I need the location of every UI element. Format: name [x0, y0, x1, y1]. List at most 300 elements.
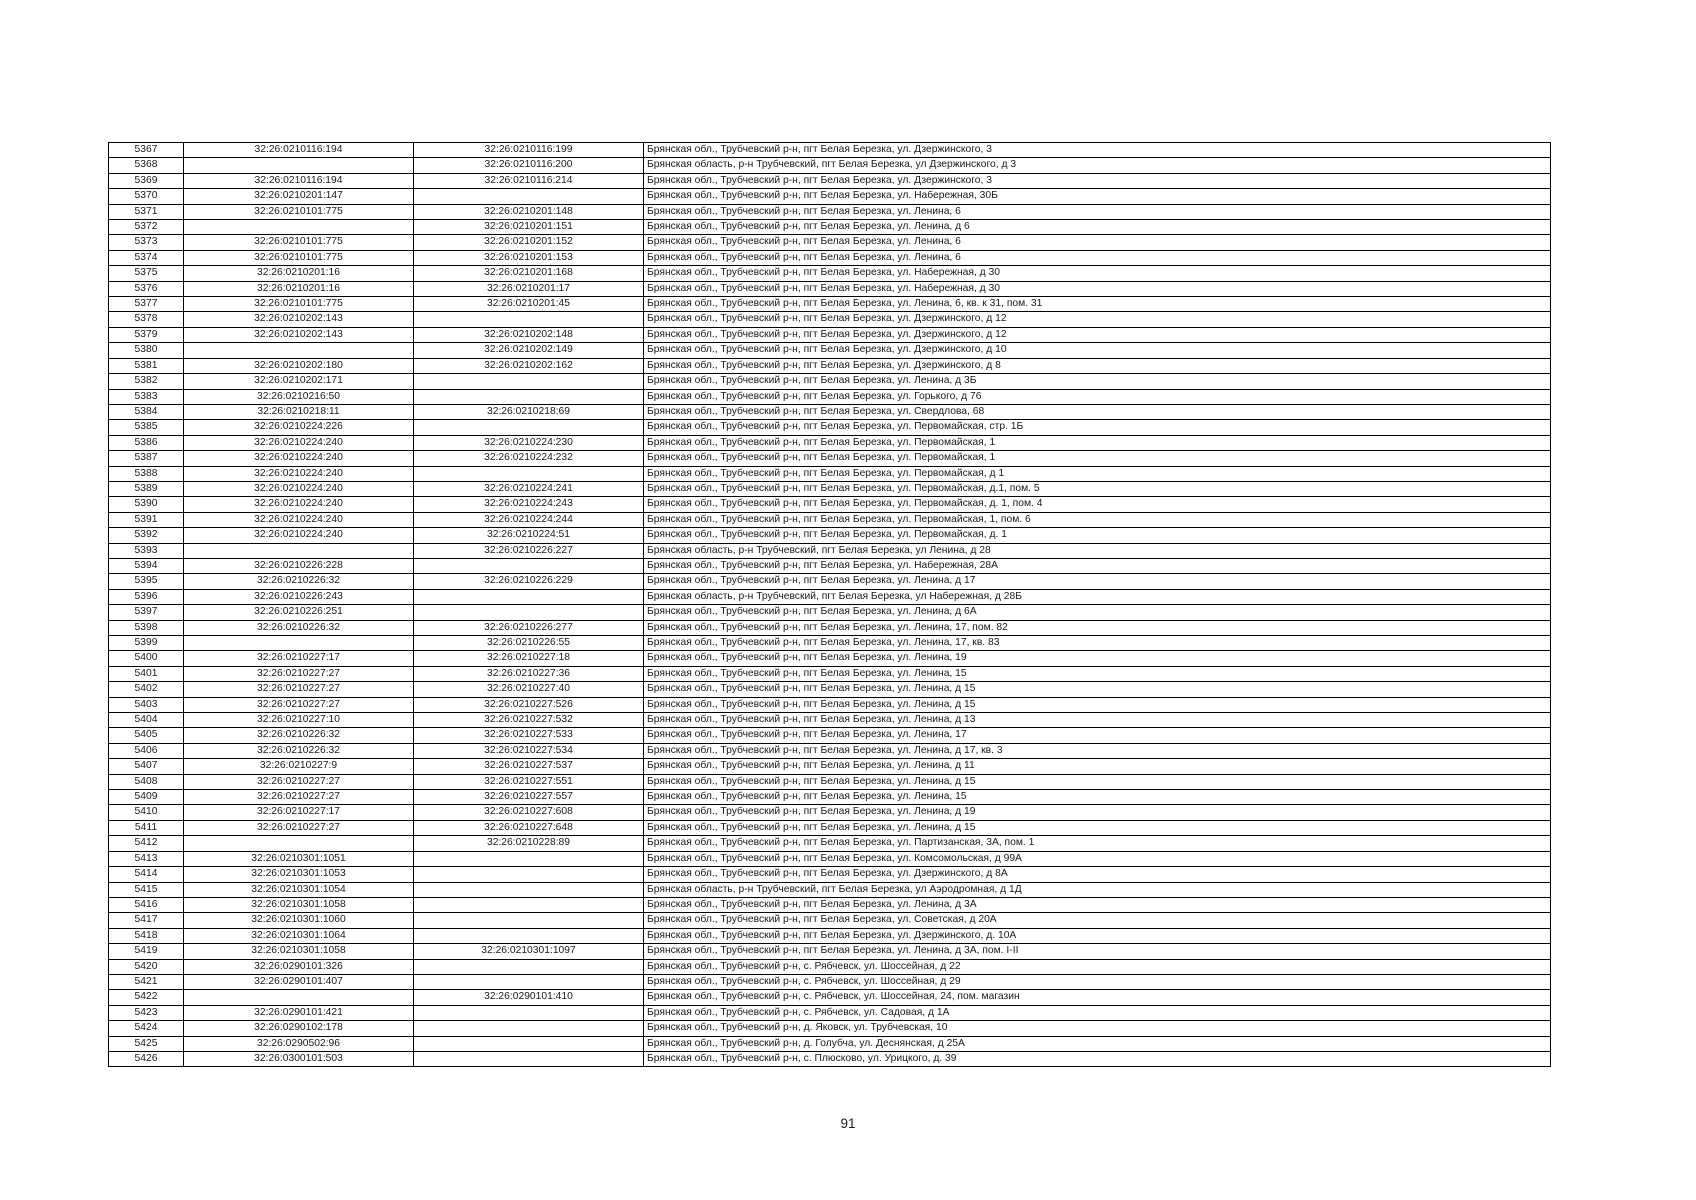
row-number-cell: 5425	[109, 1036, 184, 1051]
table-row	[109, 651, 1551, 666]
parcel-number-cell: 32:26:0210226:32	[184, 728, 414, 743]
table-row	[109, 589, 1551, 604]
parcel-number-cell: 32:26:0210101:775	[184, 204, 414, 219]
address-cell: Брянская обл., Трубчевский р-н, пгт Белая Березка, ул. Ленина, 17, пом. 82	[644, 620, 1551, 635]
row-number-cell: 5407	[109, 759, 184, 774]
object-number-cell: 32:26:0210201:45	[414, 297, 644, 312]
parcel-number-cell	[184, 543, 414, 558]
row-number-cell: 5378	[109, 312, 184, 327]
address-cell: Брянская обл., Трубчевский р-н, пгт Белая Березка, ул. Ленина, 17, кв. 83	[644, 636, 1551, 651]
table-row	[109, 497, 1551, 512]
row-number-cell: 5371	[109, 204, 184, 219]
address-cell: Брянская обл., Трубчевский р-н, пгт Белая Березка, ул. Ленина, 17	[644, 728, 1551, 743]
row-number-cell: 5392	[109, 528, 184, 543]
object-number-cell: 32:26:0210202:162	[414, 358, 644, 373]
row-number-cell: 5423	[109, 1005, 184, 1020]
address-cell: Брянская обл., Трубчевский р-н, пгт Белая Березка, ул. Ленина, 6	[644, 204, 1551, 219]
table-row	[109, 235, 1551, 250]
parcel-number-cell: 32:26:0210227:27	[184, 682, 414, 697]
row-number-cell: 5395	[109, 574, 184, 589]
object-number-cell: 32:26:0210228:89	[414, 836, 644, 851]
address-cell: Брянская обл., Трубчевский р-н, пгт Белая Березка, ул. Ленина, д 11	[644, 759, 1551, 774]
object-number-cell	[414, 974, 644, 989]
parcel-number-cell: 32:26:0210201:16	[184, 281, 414, 296]
object-number-cell	[414, 1036, 644, 1051]
parcel-number-cell: 32:26:0210224:240	[184, 481, 414, 496]
table-row	[109, 189, 1551, 204]
page-number: 91	[840, 1116, 856, 1131]
table-row	[109, 974, 1551, 989]
table-row	[109, 759, 1551, 774]
address-cell: Брянская обл., Трубчевский р-н, с. Плюсково, ул. Урицкого, д. 39	[644, 1051, 1551, 1066]
address-cell: Брянская обл., Трубчевский р-н, пгт Белая Березка, ул. Ленина, 19	[644, 651, 1551, 666]
parcel-number-cell: 32:26:0210301:1054	[184, 882, 414, 897]
row-number-cell: 5393	[109, 543, 184, 558]
row-number-cell: 5394	[109, 558, 184, 573]
parcel-number-cell: 32:26:0210226:251	[184, 605, 414, 620]
table-row	[109, 389, 1551, 404]
row-number-cell: 5409	[109, 790, 184, 805]
address-cell: Брянская обл., Трубчевский р-н, пгт Белая Березка, ул. Ленина, д 15	[644, 774, 1551, 789]
table-row	[109, 728, 1551, 743]
row-number-cell: 5420	[109, 959, 184, 974]
object-number-cell: 32:26:0210224:230	[414, 435, 644, 450]
row-number-cell: 5422	[109, 990, 184, 1005]
object-number-cell: 32:26:0210227:40	[414, 682, 644, 697]
object-number-cell: 32:26:0210227:18	[414, 651, 644, 666]
table-row	[109, 297, 1551, 312]
address-cell: Брянская область, р-н Трубчевский, пгт Белая Березка, ул Дзержинского, д 3	[644, 158, 1551, 173]
object-number-cell: 32:26:0210226:227	[414, 543, 644, 558]
parcel-number-cell: 32:26:0210224:240	[184, 466, 414, 481]
table-row	[109, 404, 1551, 419]
address-cell: Брянская область, р-н Трубчевский, пгт Белая Березка, ул Ленина, д 28	[644, 543, 1551, 558]
table-row	[109, 636, 1551, 651]
address-cell: Брянская обл., Трубчевский р-н, пгт Белая Березка, ул. Дзержинского, 3	[644, 143, 1551, 158]
address-cell: Брянская обл., Трубчевский р-н, с. Рябчевск, ул. Шоссейная, д 22	[644, 959, 1551, 974]
parcel-number-cell: 32:26:0290101:421	[184, 1005, 414, 1020]
address-cell: Брянская обл., Трубчевский р-н, пгт Белая Березка, ул. Первомайская, д 1	[644, 466, 1551, 481]
address-cell: Брянская обл., Трубчевский р-н, пгт Белая Березка, ул. Набережная, д 30	[644, 281, 1551, 296]
row-number-cell: 5373	[109, 235, 184, 250]
table-row	[109, 158, 1551, 173]
address-cell: Брянская обл., Трубчевский р-н, пгт Белая Березка, ул. Набережная, д 30	[644, 266, 1551, 281]
table-row	[109, 897, 1551, 912]
object-number-cell: 32:26:0210227:36	[414, 666, 644, 681]
table-row	[109, 928, 1551, 943]
row-number-cell: 5403	[109, 697, 184, 712]
address-cell: Брянская обл., Трубчевский р-н, с. Рябчевск, ул. Шоссейная, д 29	[644, 974, 1551, 989]
row-number-cell: 5402	[109, 682, 184, 697]
parcel-number-cell: 32:26:0210227:17	[184, 805, 414, 820]
object-number-cell: 32:26:0210116:200	[414, 158, 644, 173]
address-cell: Брянская обл., Трубчевский р-н, пгт Белая Березка, ул. Ленина, д 3А, пом. I-II	[644, 944, 1551, 959]
row-number-cell: 5389	[109, 481, 184, 496]
address-cell: Брянская обл., Трубчевский р-н, пгт Белая Березка, ул. Ленина, д 19	[644, 805, 1551, 820]
row-number-cell: 5381	[109, 358, 184, 373]
object-number-cell: 32:26:0210226:277	[414, 620, 644, 635]
row-number-cell: 5377	[109, 297, 184, 312]
parcel-number-cell: 32:26:0210101:775	[184, 297, 414, 312]
parcel-number-cell	[184, 220, 414, 235]
parcel-number-cell: 32:26:0210227:9	[184, 759, 414, 774]
parcel-number-cell: 32:26:0210101:775	[184, 235, 414, 250]
address-cell: Брянская обл., Трубчевский р-н, д. Яковск, ул. Трубчевская, 10	[644, 1021, 1551, 1036]
address-cell: Брянская обл., Трубчевский р-н, пгт Белая Березка, ул. Дзержинского, д 8А	[644, 867, 1551, 882]
row-number-cell: 5421	[109, 974, 184, 989]
object-number-cell	[414, 420, 644, 435]
table-row	[109, 250, 1551, 265]
object-number-cell: 32:26:0210226:55	[414, 636, 644, 651]
parcel-number-cell: 32:26:0210226:32	[184, 620, 414, 635]
address-cell: Брянская обл., Трубчевский р-н, пгт Белая Березка, ул. Ленина, 15	[644, 666, 1551, 681]
parcel-number-cell: 32:26:0210202:143	[184, 312, 414, 327]
address-cell: Брянская обл., Трубчевский р-н, пгт Белая Березка, ул. Ленина, д 6А	[644, 605, 1551, 620]
parcel-number-cell: 32:26:0210301:1058	[184, 897, 414, 912]
object-number-cell: 32:26:0210301:1097	[414, 944, 644, 959]
row-number-cell: 5368	[109, 158, 184, 173]
object-number-cell	[414, 312, 644, 327]
row-number-cell: 5383	[109, 389, 184, 404]
table-row	[109, 882, 1551, 897]
table-row	[109, 374, 1551, 389]
object-number-cell	[414, 1051, 644, 1066]
table-row	[109, 312, 1551, 327]
address-cell: Брянская обл., Трубчевский р-н, пгт Белая Березка, ул. Первомайская, стр. 1Б	[644, 420, 1551, 435]
table-row	[109, 959, 1551, 974]
row-number-cell: 5424	[109, 1021, 184, 1036]
object-number-cell: 32:26:0210227:532	[414, 713, 644, 728]
parcel-number-cell: 32:26:0210226:32	[184, 743, 414, 758]
address-cell: Брянская обл., Трубчевский р-н, пгт Белая Березка, ул. Первомайская, д. 1	[644, 528, 1551, 543]
address-cell: Брянская обл., Трубчевский р-н, пгт Белая Березка, ул. Ленина, д 17	[644, 574, 1551, 589]
table-row	[109, 990, 1551, 1005]
address-cell: Брянская обл., Трубчевский р-н, пгт Белая Березка, ул. Набережная, 30Б	[644, 189, 1551, 204]
table-row	[109, 220, 1551, 235]
parcel-number-cell: 32:26:0210116:194	[184, 143, 414, 158]
table-row	[109, 851, 1551, 866]
address-cell: Брянская обл., Трубчевский р-н, пгт Белая Березка, ул. Ленина, д 3А	[644, 897, 1551, 912]
address-cell: Брянская обл., Трубчевский р-н, пгт Белая Березка, ул. Дзержинского, д 12	[644, 312, 1551, 327]
object-number-cell: 32:26:0210224:244	[414, 512, 644, 527]
object-number-cell: 32:26:0210201:153	[414, 250, 644, 265]
address-cell: Брянская обл., Трубчевский р-н, пгт Белая Березка, ул. Ленина, д 15	[644, 682, 1551, 697]
parcel-number-cell: 32:26:0210301:1058	[184, 944, 414, 959]
row-number-cell: 5404	[109, 713, 184, 728]
parcel-number-cell: 32:26:0210227:17	[184, 651, 414, 666]
parcel-number-cell: 32:26:0210227:10	[184, 713, 414, 728]
address-cell: Брянская обл., Трубчевский р-н, пгт Белая Березка, ул. Дзержинского, д 10	[644, 343, 1551, 358]
table-row	[109, 281, 1551, 296]
table-row	[109, 204, 1551, 219]
table-row	[109, 1036, 1551, 1051]
address-cell: Брянская обл., Трубчевский р-н, с. Рябчевск, ул. Садовая, д 1А	[644, 1005, 1551, 1020]
row-number-cell: 5411	[109, 820, 184, 835]
object-number-cell: 32:26:0210201:168	[414, 266, 644, 281]
registry-table	[108, 142, 1551, 1067]
parcel-number-cell: 32:26:0210227:27	[184, 774, 414, 789]
table-row	[109, 558, 1551, 573]
row-number-cell: 5375	[109, 266, 184, 281]
object-number-cell	[414, 882, 644, 897]
parcel-number-cell: 32:26:0210202:180	[184, 358, 414, 373]
address-cell: Брянская обл., Трубчевский р-н, пгт Белая Березка, ул. Горького, д 76	[644, 389, 1551, 404]
table-row	[109, 143, 1551, 158]
parcel-number-cell: 32:26:0210301:1051	[184, 851, 414, 866]
object-number-cell	[414, 959, 644, 974]
table-row	[109, 605, 1551, 620]
table-row	[109, 512, 1551, 527]
parcel-number-cell: 32:26:0210301:1053	[184, 867, 414, 882]
parcel-number-cell: 32:26:0210116:194	[184, 173, 414, 188]
parcel-number-cell: 32:26:0210227:27	[184, 790, 414, 805]
address-cell: Брянская обл., Трубчевский р-н, пгт Белая Березка, ул. Ленина, д 15	[644, 820, 1551, 835]
object-number-cell	[414, 605, 644, 620]
parcel-number-cell: 32:26:0210224:240	[184, 512, 414, 527]
table-row	[109, 358, 1551, 373]
row-number-cell: 5414	[109, 867, 184, 882]
object-number-cell: 32:26:0210226:229	[414, 574, 644, 589]
object-number-cell: 32:26:0210116:199	[414, 143, 644, 158]
row-number-cell: 5390	[109, 497, 184, 512]
parcel-number-cell: 32:26:0210226:228	[184, 558, 414, 573]
parcel-number-cell: 32:26:0210224:240	[184, 497, 414, 512]
address-cell: Брянская обл., Трубчевский р-н, пгт Белая Березка, ул. Дзержинского, д 8	[644, 358, 1551, 373]
object-number-cell	[414, 589, 644, 604]
object-number-cell: 32:26:0210202:148	[414, 327, 644, 342]
table-row	[109, 543, 1551, 558]
object-number-cell	[414, 1005, 644, 1020]
row-number-cell: 5369	[109, 173, 184, 188]
address-cell: Брянская обл., Трубчевский р-н, пгт Белая Березка, ул. Ленина, 6, кв. к 31, пом. 31	[644, 297, 1551, 312]
table-row	[109, 343, 1551, 358]
parcel-number-cell: 32:26:0290101:407	[184, 974, 414, 989]
parcel-number-cell: 32:26:0290101:326	[184, 959, 414, 974]
object-number-cell: 32:26:0290101:410	[414, 990, 644, 1005]
object-number-cell	[414, 867, 644, 882]
address-cell: Брянская обл., Трубчевский р-н, пгт Белая Березка, ул. Ленина, д 3Б	[644, 374, 1551, 389]
parcel-number-cell: 32:26:0210224:240	[184, 451, 414, 466]
address-cell: Брянская обл., Трубчевский р-н, с. Рябчевск, ул. Шоссейная, 24, пом. магазин	[644, 990, 1551, 1005]
table-row	[109, 867, 1551, 882]
table-row	[109, 713, 1551, 728]
table-row	[109, 805, 1551, 820]
object-number-cell: 32:26:0210116:214	[414, 173, 644, 188]
object-number-cell	[414, 466, 644, 481]
object-number-cell: 32:26:0210227:533	[414, 728, 644, 743]
object-number-cell	[414, 897, 644, 912]
row-number-cell: 5399	[109, 636, 184, 651]
table-row	[109, 266, 1551, 281]
table-row	[109, 836, 1551, 851]
table-row	[109, 466, 1551, 481]
parcel-number-cell: 32:26:0210226:32	[184, 574, 414, 589]
address-cell: Брянская обл., Трубчевский р-н, пгт Белая Березка, ул. Ленина, д 13	[644, 713, 1551, 728]
table-row	[109, 481, 1551, 496]
row-number-cell: 5418	[109, 928, 184, 943]
address-cell: Брянская область, р-н Трубчевский, пгт Белая Березка, ул Набережная, д 28Б	[644, 589, 1551, 604]
table-row	[109, 451, 1551, 466]
address-cell: Брянская обл., Трубчевский р-н, пгт Белая Березка, ул. Ленина, 6	[644, 235, 1551, 250]
parcel-number-cell: 32:26:0210224:226	[184, 420, 414, 435]
table-row	[109, 574, 1551, 589]
row-number-cell: 5384	[109, 404, 184, 419]
row-number-cell: 5385	[109, 420, 184, 435]
object-number-cell: 32:26:0210201:17	[414, 281, 644, 296]
object-number-cell: 32:26:0210202:149	[414, 343, 644, 358]
registry-table-body	[109, 143, 1551, 1067]
object-number-cell	[414, 389, 644, 404]
object-number-cell: 32:26:0210227:526	[414, 697, 644, 712]
object-number-cell: 32:26:0210218:69	[414, 404, 644, 419]
address-cell: Брянская обл., Трубчевский р-н, пгт Белая Березка, ул. Дзержинского, д 12	[644, 327, 1551, 342]
parcel-number-cell	[184, 158, 414, 173]
row-number-cell: 5387	[109, 451, 184, 466]
parcel-number-cell: 32:26:0210227:27	[184, 666, 414, 681]
table-row	[109, 774, 1551, 789]
address-cell: Брянская обл., Трубчевский р-н, пгт Белая Березка, ул. Партизанская, 3А, пом. 1	[644, 836, 1551, 851]
row-number-cell: 5417	[109, 913, 184, 928]
row-number-cell: 5380	[109, 343, 184, 358]
parcel-number-cell: 32:26:0210227:27	[184, 820, 414, 835]
parcel-number-cell	[184, 343, 414, 358]
object-number-cell	[414, 558, 644, 573]
row-number-cell: 5370	[109, 189, 184, 204]
address-cell: Брянская обл., Трубчевский р-н, пгт Белая Березка, ул. Первомайская, д. 1, пом. 4	[644, 497, 1551, 512]
object-number-cell: 32:26:0210224:241	[414, 481, 644, 496]
row-number-cell: 5405	[109, 728, 184, 743]
object-number-cell: 32:26:0210201:148	[414, 204, 644, 219]
parcel-number-cell: 32:26:0210201:147	[184, 189, 414, 204]
object-number-cell: 32:26:0210224:243	[414, 497, 644, 512]
address-cell: Брянская обл., Трубчевский р-н, пгт Белая Березка, ул. Дзержинского, 3	[644, 173, 1551, 188]
parcel-number-cell: 32:26:0210301:1064	[184, 928, 414, 943]
object-number-cell: 32:26:0210227:537	[414, 759, 644, 774]
address-cell: Брянская обл., Трубчевский р-н, пгт Белая Березка, ул. Первомайская, 1	[644, 451, 1551, 466]
parcel-number-cell: 32:26:0210201:16	[184, 266, 414, 281]
object-number-cell: 32:26:0210227:608	[414, 805, 644, 820]
table-row	[109, 1005, 1551, 1020]
object-number-cell: 32:26:0210227:534	[414, 743, 644, 758]
parcel-number-cell	[184, 836, 414, 851]
table-row	[109, 620, 1551, 635]
table-row	[109, 913, 1551, 928]
parcel-number-cell: 32:26:0210202:171	[184, 374, 414, 389]
row-number-cell: 5388	[109, 466, 184, 481]
table-row	[109, 420, 1551, 435]
object-number-cell	[414, 928, 644, 943]
table-row	[109, 666, 1551, 681]
object-number-cell: 32:26:0210227:648	[414, 820, 644, 835]
object-number-cell	[414, 913, 644, 928]
address-cell: Брянская обл., Трубчевский р-н, пгт Белая Березка, ул. Первомайская, 1, пом. 6	[644, 512, 1551, 527]
parcel-number-cell: 32:26:0210224:240	[184, 435, 414, 450]
address-cell: Брянская обл., Трубчевский р-н, пгт Белая Березка, ул. Комсомольская, д 99А	[644, 851, 1551, 866]
row-number-cell: 5391	[109, 512, 184, 527]
parcel-number-cell	[184, 990, 414, 1005]
table-row	[109, 1051, 1551, 1066]
row-number-cell: 5406	[109, 743, 184, 758]
row-number-cell: 5412	[109, 836, 184, 851]
object-number-cell	[414, 851, 644, 866]
parcel-number-cell: 32:26:0210224:240	[184, 528, 414, 543]
table-row	[109, 697, 1551, 712]
object-number-cell: 32:26:0210227:551	[414, 774, 644, 789]
row-number-cell: 5416	[109, 897, 184, 912]
parcel-number-cell: 32:26:0210202:143	[184, 327, 414, 342]
object-number-cell: 32:26:0210224:232	[414, 451, 644, 466]
table-row	[109, 1021, 1551, 1036]
table-row	[109, 173, 1551, 188]
parcel-number-cell	[184, 636, 414, 651]
table-row	[109, 790, 1551, 805]
row-number-cell: 5379	[109, 327, 184, 342]
row-number-cell: 5396	[109, 589, 184, 604]
address-cell: Брянская обл., Трубчевский р-н, пгт Белая Березка, ул. Ленина, д 17, кв. 3	[644, 743, 1551, 758]
row-number-cell: 5415	[109, 882, 184, 897]
object-number-cell: 32:26:0210201:152	[414, 235, 644, 250]
table-row	[109, 528, 1551, 543]
object-number-cell	[414, 1021, 644, 1036]
table-row	[109, 682, 1551, 697]
row-number-cell: 5374	[109, 250, 184, 265]
object-number-cell: 32:26:0210201:151	[414, 220, 644, 235]
address-cell: Брянская обл., Трубчевский р-н, пгт Белая Березка, ул. Ленина, 15	[644, 790, 1551, 805]
address-cell: Брянская обл., Трубчевский р-н, пгт Белая Березка, ул. Ленина, д 15	[644, 697, 1551, 712]
address-cell: Брянская обл., Трубчевский р-н, пгт Белая Березка, ул. Дзержинского, д. 10А	[644, 928, 1551, 943]
object-number-cell: 32:26:0210227:557	[414, 790, 644, 805]
row-number-cell: 5410	[109, 805, 184, 820]
object-number-cell	[414, 374, 644, 389]
parcel-number-cell: 32:26:0210226:243	[184, 589, 414, 604]
object-number-cell: 32:26:0210224:51	[414, 528, 644, 543]
address-cell: Брянская область, р-н Трубчевский, пгт Белая Березка, ул Аэродромная, д 1Д	[644, 882, 1551, 897]
address-cell: Брянская обл., Трубчевский р-н, пгт Белая Березка, ул. Первомайская, 1	[644, 435, 1551, 450]
address-cell: Брянская обл., Трубчевский р-н, пгт Белая Березка, ул. Ленина, д 6	[644, 220, 1551, 235]
parcel-number-cell: 32:26:0210101:775	[184, 250, 414, 265]
parcel-number-cell: 32:26:0210227:27	[184, 697, 414, 712]
parcel-number-cell: 32:26:0290102:178	[184, 1021, 414, 1036]
table-row	[109, 743, 1551, 758]
row-number-cell: 5400	[109, 651, 184, 666]
row-number-cell: 5367	[109, 143, 184, 158]
parcel-number-cell: 32:26:0300101:503	[184, 1051, 414, 1066]
parcel-number-cell: 32:26:0210216:50	[184, 389, 414, 404]
address-cell: Брянская обл., Трубчевский р-н, пгт Белая Березка, ул. Советская, д 20А	[644, 913, 1551, 928]
row-number-cell: 5413	[109, 851, 184, 866]
row-number-cell: 5408	[109, 774, 184, 789]
row-number-cell: 5401	[109, 666, 184, 681]
table-row	[109, 820, 1551, 835]
row-number-cell: 5372	[109, 220, 184, 235]
object-number-cell	[414, 189, 644, 204]
address-cell: Брянская обл., Трубчевский р-н, пгт Белая Березка, ул. Ленина, 6	[644, 250, 1551, 265]
address-cell: Брянская обл., Трубчевский р-н, пгт Белая Березка, ул. Набережная, 28А	[644, 558, 1551, 573]
row-number-cell: 5397	[109, 605, 184, 620]
parcel-number-cell: 32:26:0290502:96	[184, 1036, 414, 1051]
table-row	[109, 944, 1551, 959]
row-number-cell: 5376	[109, 281, 184, 296]
parcel-number-cell: 32:26:0210218:11	[184, 404, 414, 419]
row-number-cell: 5419	[109, 944, 184, 959]
row-number-cell: 5426	[109, 1051, 184, 1066]
parcel-number-cell: 32:26:0210301:1060	[184, 913, 414, 928]
row-number-cell: 5386	[109, 435, 184, 450]
table-row	[109, 327, 1551, 342]
table-row	[109, 435, 1551, 450]
address-cell: Брянская обл., Трубчевский р-н, д. Голубча, ул. Деснянская, д 25А	[644, 1036, 1551, 1051]
row-number-cell: 5398	[109, 620, 184, 635]
